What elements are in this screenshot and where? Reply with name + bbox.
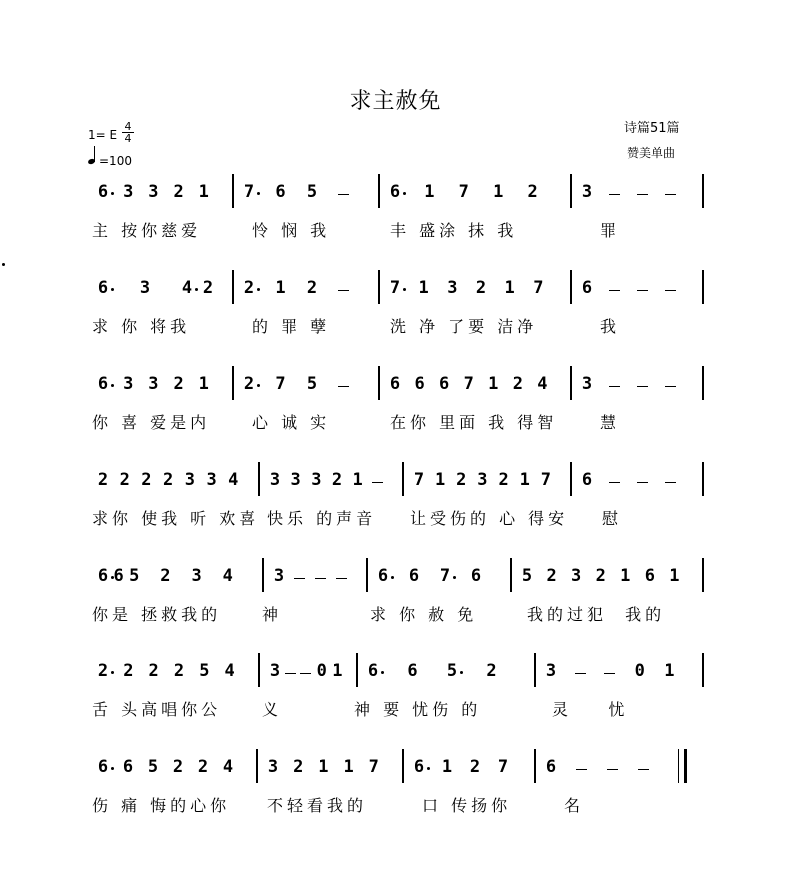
note: 7 — [497, 757, 509, 777]
note: 4 — [222, 566, 233, 586]
note: 1 — [669, 566, 680, 586]
note: 5 — [306, 182, 318, 202]
note: 7 — [243, 182, 255, 202]
note: 2 — [163, 470, 174, 490]
note: 1 — [488, 374, 499, 394]
note: 4 — [181, 278, 193, 298]
note: 3 — [477, 470, 488, 490]
sustain-dash — [315, 578, 326, 579]
note: 3 — [581, 182, 593, 202]
note: 7 — [275, 374, 286, 394]
lyric-phrase: 慰 — [602, 509, 623, 528]
lyric-phrase: 慧 — [600, 413, 621, 432]
lyric-phrase: 你是 拯救我的 — [92, 605, 222, 624]
note: 1 — [620, 566, 631, 586]
lyric-phrase: 让受伤的 心 得安 — [410, 509, 569, 528]
augmentation-dot — [111, 671, 114, 674]
note: 6 — [97, 182, 109, 202]
note: 1 — [441, 757, 453, 777]
note: 2 — [243, 278, 255, 298]
score-line — [0, 182, 791, 262]
note: 6 — [389, 182, 401, 202]
note: 2 — [202, 278, 214, 298]
stray-mark — [2, 263, 5, 266]
note: 7 — [439, 566, 451, 586]
barline — [378, 174, 380, 208]
note: 7 — [368, 757, 379, 777]
note: 4 — [537, 374, 548, 394]
note: 3 — [123, 374, 134, 394]
barline — [232, 174, 234, 208]
note: 7 — [540, 470, 551, 490]
note: 0 — [634, 661, 645, 681]
note: 6 — [581, 278, 593, 298]
note: 6 — [414, 374, 425, 394]
note: 2 — [486, 661, 497, 681]
sustain-dash — [372, 482, 383, 483]
sustain-dash — [637, 386, 648, 387]
note: 2 — [97, 470, 109, 490]
note: 2 — [456, 470, 467, 490]
lyric-phrase: 求 你 赦 免 — [370, 605, 478, 624]
note: 6 — [408, 566, 420, 586]
sustain-dash — [338, 386, 349, 387]
key-signature: 1= E — [88, 128, 118, 142]
sustain-dash — [637, 482, 648, 483]
score-line — [0, 757, 791, 837]
sustain-dash — [294, 578, 305, 579]
note: 3 — [571, 566, 582, 586]
note: 3 — [139, 278, 151, 298]
sustain-dash — [665, 386, 676, 387]
note: 1 — [418, 278, 429, 298]
barline — [356, 653, 358, 687]
lyric-phrase: 义 — [262, 700, 283, 719]
sustain-dash — [336, 578, 347, 579]
lyric-phrase: 洗 净 了要 洁净 — [390, 317, 538, 336]
augmentation-dot — [381, 671, 384, 674]
note: 5 — [129, 566, 140, 586]
note: 3 — [148, 182, 159, 202]
note: 3 — [269, 470, 281, 490]
note: 6 — [581, 470, 593, 490]
sustain-dash — [609, 386, 620, 387]
lyric-phrase: 神 要 忧伤 的 — [354, 700, 482, 719]
sustain-dash — [637, 194, 648, 195]
lyric-phrase: 的 罪 孽 — [252, 317, 331, 336]
note: 1 — [198, 374, 209, 394]
barline — [702, 270, 704, 304]
barline — [570, 174, 572, 208]
augmentation-dot — [111, 288, 114, 291]
note: 3 — [267, 757, 279, 777]
sustain-dash — [338, 290, 349, 291]
credit-label: 赞美单曲 — [627, 146, 676, 160]
note: 2 — [173, 661, 185, 681]
note: 2 — [97, 661, 109, 681]
note: 1 — [332, 661, 343, 681]
lyric-phrase: 怜 悯 我 — [252, 221, 331, 240]
barline — [232, 270, 234, 304]
note: 7 — [389, 278, 401, 298]
note: 6 — [377, 566, 389, 586]
note: 7 — [533, 278, 544, 298]
barline — [378, 366, 380, 400]
note: 6 — [367, 661, 379, 681]
notes-row — [92, 566, 712, 594]
note: 7 — [463, 374, 474, 394]
note: 2 — [141, 470, 152, 490]
lyrics-row — [92, 218, 712, 242]
augmentation-dot — [195, 288, 198, 291]
lyrics-row — [92, 602, 712, 626]
sustain-dash — [338, 194, 349, 195]
note: 2 — [172, 757, 184, 777]
sustain-dash — [637, 290, 648, 291]
notes-row — [92, 374, 712, 402]
note: 1 — [352, 470, 363, 490]
note: 4 — [222, 757, 234, 777]
note: 6 — [644, 566, 655, 586]
barline — [570, 366, 572, 400]
time-signature — [122, 121, 134, 144]
augmentation-dot — [403, 192, 406, 195]
note: 3 — [545, 661, 557, 681]
sustain-dash — [607, 769, 618, 770]
note: 1 — [343, 757, 354, 777]
note: 5 — [147, 757, 159, 777]
score-line — [0, 278, 791, 358]
note: 2 — [119, 470, 130, 490]
note: 3 — [123, 182, 134, 202]
note: 1 — [318, 757, 329, 777]
note: 2 — [123, 661, 134, 681]
note: 2 — [293, 757, 304, 777]
note: 2 — [243, 374, 255, 394]
augmentation-dot — [453, 576, 456, 579]
note: 2 — [527, 182, 538, 202]
note: 1 — [664, 661, 675, 681]
sustain-dash — [604, 673, 615, 674]
note: 7 — [458, 182, 469, 202]
time-signature-top: 4 — [124, 120, 132, 133]
note: 2 — [546, 566, 557, 586]
barline — [232, 366, 234, 400]
lyric-phrase: 丰 盛涂 抹 我 — [390, 221, 518, 240]
notes-row — [92, 661, 712, 689]
lyric-phrase: 快乐 的声音 — [267, 509, 377, 528]
note: 2 — [595, 566, 606, 586]
lyrics-row — [92, 793, 712, 817]
sustain-dash — [609, 482, 620, 483]
barline — [258, 653, 260, 687]
lyric-phrase: 求 你 将我 — [92, 317, 191, 336]
lyric-phrase: 你 喜 爱是内 — [92, 413, 211, 432]
barline — [702, 653, 704, 687]
augmentation-dot — [427, 767, 430, 770]
tempo-value: =100 — [99, 154, 132, 168]
lyric-phrase: 我的过犯 我的 — [527, 605, 666, 624]
note: 6 — [97, 278, 109, 298]
barline — [534, 749, 536, 783]
note: 6 — [407, 661, 418, 681]
tempo-marking — [88, 146, 148, 170]
augmentation-dot — [403, 288, 406, 291]
sustain-dash — [609, 194, 620, 195]
note: 3 — [191, 566, 202, 586]
sustain-dash — [285, 673, 296, 674]
note: 1 — [504, 278, 515, 298]
barline — [702, 558, 704, 592]
augmentation-dot — [111, 192, 114, 195]
note: 2 — [498, 470, 509, 490]
lyric-phrase: 神 — [262, 605, 283, 624]
barline — [258, 462, 260, 496]
notes-row — [92, 278, 712, 306]
time-signature-bottom: 4 — [122, 132, 134, 144]
note: 2 — [160, 566, 171, 586]
barline — [702, 174, 704, 208]
note: 2 — [173, 374, 184, 394]
augmentation-dot — [460, 671, 463, 674]
augmentation-dot — [111, 384, 114, 387]
note: 1 — [198, 182, 209, 202]
barline — [378, 270, 380, 304]
sustain-dash — [300, 673, 311, 674]
note: 5 — [199, 661, 210, 681]
sustain-dash — [576, 769, 587, 770]
note: 3 — [273, 566, 285, 586]
note: 4 — [224, 661, 235, 681]
note: 6 — [470, 566, 482, 586]
barline — [510, 558, 512, 592]
note: 7 — [413, 470, 425, 490]
note: 3 — [581, 374, 593, 394]
barline — [534, 653, 536, 687]
quarter-note-head-icon — [87, 158, 95, 165]
augmentation-dot — [391, 576, 394, 579]
augmentation-dot — [257, 384, 260, 387]
note: 6 — [389, 374, 401, 394]
barline — [366, 558, 368, 592]
sustain-dash — [665, 482, 676, 483]
score-line — [0, 470, 791, 550]
lyric-phrase: 罪 — [600, 221, 621, 240]
lyric-phrase: 口 传扬你 — [422, 796, 512, 815]
sustain-dash — [575, 673, 586, 674]
note: 2 — [331, 470, 343, 490]
notes-row — [92, 470, 712, 498]
notes-row — [92, 757, 712, 785]
barline — [570, 270, 572, 304]
augmentation-dot — [257, 192, 260, 195]
notes-row — [92, 182, 712, 210]
note: 6 — [413, 757, 425, 777]
song-title: 求主赦免 — [349, 89, 442, 114]
lyric-phrase: 心 诚 实 — [252, 413, 331, 432]
note: 5 — [446, 661, 458, 681]
barline — [702, 462, 704, 496]
lyric-phrase: 主 按你慈爱 — [92, 221, 202, 240]
barline — [570, 462, 572, 496]
lyric-phrase: 在你 里面 我 得智 — [390, 413, 558, 432]
scripture-source: 诗篇51篇 — [624, 121, 680, 136]
note: 2 — [148, 661, 159, 681]
note: 1 — [435, 470, 446, 490]
note: 0 — [316, 661, 327, 681]
barline — [262, 558, 264, 592]
final-barline — [678, 749, 687, 783]
note: 2 — [469, 757, 481, 777]
score-line — [0, 566, 791, 646]
lyrics-row — [92, 314, 712, 338]
lyric-phrase: 不轻看我的 — [267, 796, 368, 815]
score-line — [0, 661, 791, 741]
note: 4 — [228, 470, 239, 490]
augmentation-dot — [257, 288, 260, 291]
lyrics-row — [92, 410, 712, 434]
note: 3 — [269, 661, 281, 681]
note: 2 — [173, 182, 184, 202]
note: 2 — [475, 278, 487, 298]
lyrics-row — [92, 506, 712, 530]
barline — [402, 462, 404, 496]
sustain-dash — [665, 194, 676, 195]
note: 3 — [290, 470, 301, 490]
lyric-phrase: 我 — [600, 317, 621, 336]
note: 6 — [275, 182, 286, 202]
note: 6 — [97, 374, 109, 394]
lyrics-row — [92, 697, 712, 721]
sustain-dash — [638, 769, 649, 770]
note: 1 — [493, 182, 504, 202]
lyric-phrase: 求你 使我 听 欢喜 — [92, 509, 260, 528]
note: 1 — [275, 278, 286, 298]
note: 3 — [206, 470, 217, 490]
lyric-phrase: 舌 头高唱你公 — [92, 700, 222, 719]
note: 6 — [545, 757, 557, 777]
note: 6 — [122, 757, 134, 777]
note: 2 — [512, 374, 523, 394]
note: 5 — [521, 566, 533, 586]
augmentation-dot — [111, 767, 114, 770]
score-line — [0, 374, 791, 454]
lyric-phrase: 名 — [564, 796, 585, 815]
barline — [702, 366, 704, 400]
note: 6 — [439, 374, 450, 394]
sustain-dash — [609, 290, 620, 291]
barline — [256, 749, 258, 783]
note: 2 — [306, 278, 318, 298]
lyric-phrase: 灵 忧 — [552, 700, 629, 719]
note: 6 — [97, 757, 109, 777]
note: 1 — [424, 182, 435, 202]
note: 2 — [197, 757, 209, 777]
note: 6 — [113, 566, 124, 586]
note: 6 — [97, 566, 109, 586]
note: 5 — [306, 374, 318, 394]
sustain-dash — [665, 290, 676, 291]
lyric-phrase: 伤 痛 悔的心你 — [92, 796, 231, 815]
note: 3 — [148, 374, 159, 394]
barline — [402, 749, 404, 783]
note: 1 — [519, 470, 530, 490]
note: 3 — [447, 278, 458, 298]
note: 3 — [311, 470, 322, 490]
note: 3 — [184, 470, 195, 490]
